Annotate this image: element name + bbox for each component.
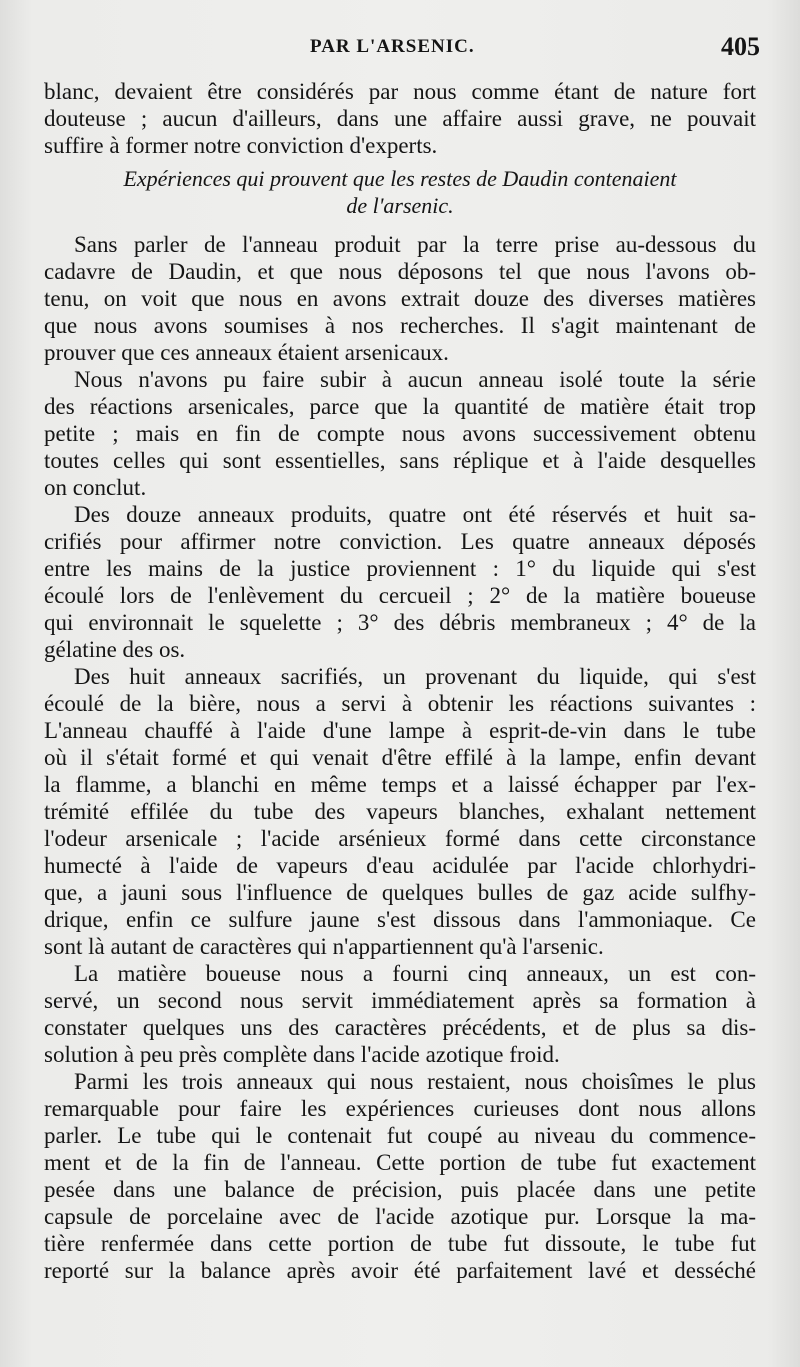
paragraph-last-line: gélatine des os. <box>44 637 186 662</box>
paragraph-last-line: suffire à former notre conviction d'experts. <box>44 133 438 158</box>
text-line: reporté sur la balance après avoir été parfaitement lavé et desséché <box>44 1258 756 1283</box>
paragraph-last-line: prouver que ces anneaux étaient arsenicaux. <box>44 340 449 365</box>
text-line: parler. Le tube qui le contenait fut coupé au niveau du commence- <box>44 1123 756 1148</box>
text-line: l'odeur arsenicale ; l'acide arsénieux formé dans cette circonstance <box>44 826 756 851</box>
text-line: écoulé de la bière, nous a servi à obtenir les réactions suivantes : <box>44 691 756 716</box>
text-line: crifiés pour affirmer notre conviction. Les quatre anneaux déposés <box>44 529 756 554</box>
running-head: PAR L'ARSENIC. <box>310 36 475 57</box>
paragraph-first-line: Des huit anneaux sacrifiés, un provenant du liquide, qui s'est <box>74 664 756 689</box>
text-line: remarquable pour faire les expériences curieuses dont nous allons <box>44 1096 756 1121</box>
text-line: cadavre de Daudin, et que nous déposons tel que nous l'avons ob- <box>44 259 756 284</box>
text-line: qui environnait le squelette ; 3° des débris membraneux ; 4° de la <box>44 610 756 635</box>
text-line: douteuse ; aucun d'ailleurs, dans une affaire aussi grave, ne pouvait <box>44 106 756 131</box>
text-line: entre les mains de la justice proviennent : 1° du liquide qui s'est <box>44 556 756 581</box>
section-heading: Expériences qui prouvent que les restes de Daudin contenaient <box>123 166 677 191</box>
text-line: des réactions arsenicales, parce que la quantité de matière était trop <box>44 394 756 419</box>
text-line: capsule de porcelaine avec de l'acide azotique pur. Lorsque la ma- <box>44 1204 756 1229</box>
page-header <box>0 32 800 72</box>
text-line: que nous avons soumises à nos recherches. Il s'agit maintenant de <box>44 313 756 338</box>
text-line: trémité effilée du tube des vapeurs blanches, exhalant nettement <box>44 799 756 824</box>
text-line: où il s'était formé et qui venait d'être effilé à la lampe, enfin devant <box>44 745 756 770</box>
text-line: petite ; mais en fin de compte nous avons successivement obtenu <box>44 421 756 446</box>
text-line: blanc, devaient être considérés par nous comme étant de nature fort <box>44 79 756 104</box>
text-line: tière renfermée dans cette portion de tube fut dissoute, le tube fut <box>44 1231 756 1256</box>
paragraph-last-line: on conclut. <box>44 475 147 500</box>
paragraph-last-line: sont là autant de caractères qui n'appartiennent qu'à l'arsenic. <box>44 934 604 959</box>
paragraph-first-line: Sans parler de l'anneau produit par la terre prise au-dessous du <box>74 232 756 257</box>
paragraph-first-line: Des douze anneaux produits, quatre ont été réservés et huit sa- <box>74 502 756 527</box>
text-line: L'anneau chauffé à l'aide d'une lampe à esprit-de-vin dans le tube <box>44 718 756 743</box>
text-line: toutes celles qui sont essentielles, sans réplique et à l'aide desquelles <box>44 448 756 473</box>
text-line: drique, enfin ce sulfure jaune s'est dissous dans l'ammoniaque. Ce <box>44 907 756 932</box>
paragraph-first-line: La matière boueuse nous a fourni cinq anneaux, un est con- <box>74 961 756 986</box>
text-line: pesée dans une balance de précision, puis placée dans une petite <box>44 1177 756 1202</box>
text-line: constater quelques uns des caractères précédents, et de plus sa dis- <box>44 1015 756 1040</box>
section-heading-continued: de l'arsenic. <box>346 193 454 218</box>
paragraph-last-line: solution à peu près complète dans l'acide azotique froid. <box>44 1042 560 1067</box>
text-line: ment et de la fin de l'anneau. Cette portion de tube fut exactement <box>44 1150 756 1175</box>
text-line: tenu, on voit que nous en avons extrait douze des diverses matières <box>44 286 756 311</box>
text-line: écoulé lors de l'enlèvement du cercueil ; 2° de la matière boueuse <box>44 583 756 608</box>
text-line: servé, un second nous servit immédiatement après sa formation à <box>44 988 756 1013</box>
text-line: humecté à l'aide de vapeurs d'eau acidulée par l'acide chlorhydri- <box>44 853 756 878</box>
page-number: 405 <box>721 32 760 61</box>
text-line: la flamme, a blanchi en même temps et a laissé échapper par l'ex- <box>44 772 756 797</box>
paragraph-first-line: Nous n'avons pu faire subir à aucun anneau isolé toute la série <box>74 367 756 392</box>
text-line: que, a jauni sous l'influence de quelques bulles de gaz acide sulfhy- <box>44 880 756 905</box>
paragraph-first-line: Parmi les trois anneaux qui nous restaient, nous choisîmes le plus <box>74 1069 756 1094</box>
body-text <box>44 78 756 1284</box>
